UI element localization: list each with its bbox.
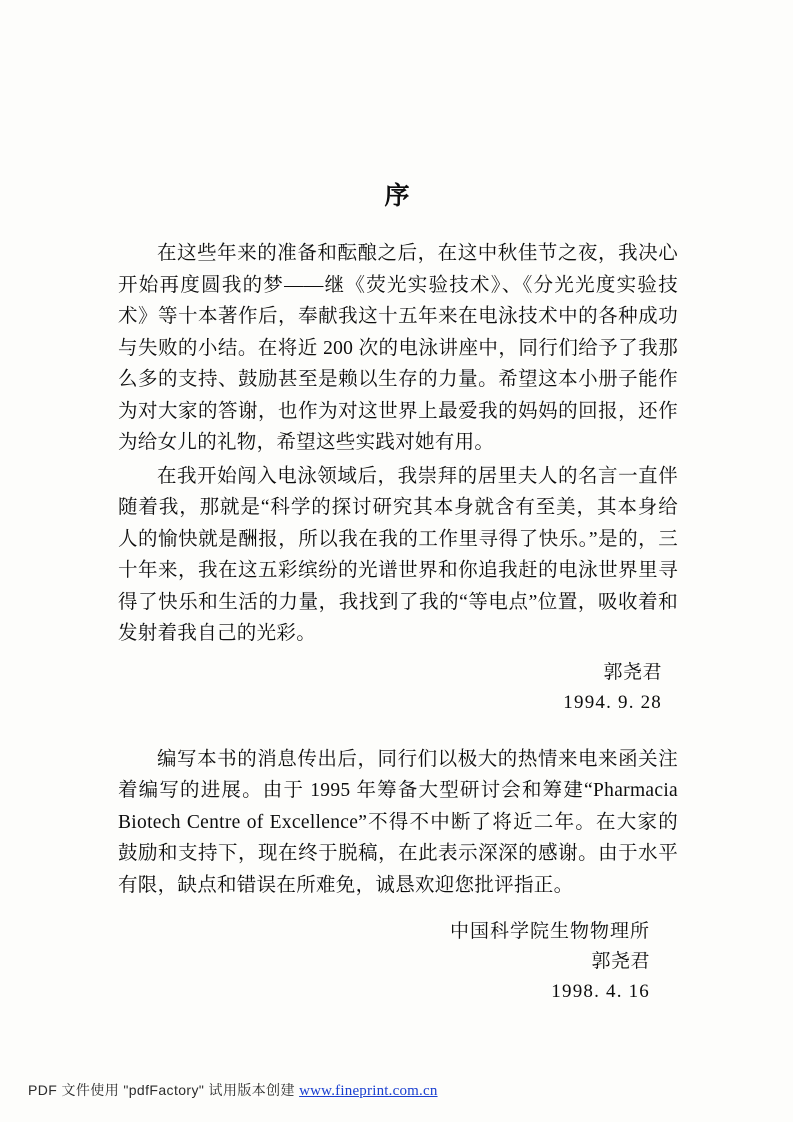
pdf-watermark-footer: [28, 1080, 438, 1100]
signature-name: 郭尧君: [603, 661, 662, 683]
signature-name: 郭尧君: [591, 951, 650, 972]
pdf-watermark-text: PDF 文件使用 "pdfFactory" 试用版本创建: [28, 1082, 295, 1098]
paragraph-2: 在我开始闯入电泳领域后，我崇拜的居里夫人的名言一直伴随着我，那就是“科学的探讨研究其本身就含有至美，其本身给人的愉快就是酬报，所以我在我的工作里寻得了快乐。”是的，三十年来，我在这五彩缤纷的光谱世界和你追我赶的电泳世界里寻得了快乐和生活的力量，我找到了我的“等电点”位置，吸收着和发射着我自己的光彩。: [118, 465, 678, 644]
page-title: 序: [384, 181, 412, 210]
paragraph-1: 在这些年来的准备和酝酿之后，在这中秋佳节之夜，我决心开始再度圆我的梦——继《荧光实验技术》、《分光光度实验技术》等十本著作后，奉献我这十五年来在电泳技术中的各种成功与失败的小结。在将近 200 次的电泳讲座中，同行们给予了我那么多的支持、鼓励甚至是赖以生存的力量。希望这本小册子能作为对大家的答谢，也作为对这世界上最爱我的妈妈的回报，还作为给女儿的礼物，希望这些实践对她有用。: [118, 243, 678, 453]
signature-final: [118, 917, 678, 1007]
paragraph-3: 编写本书的消息传出后，同行们以极大的热情来电来函关注着编写的进展。由于 1995 年筹备大型研讨会和筹建“Pharmacia Biotech Centre of Excellence”不得不中断了将近二年。在大家的鼓励和支持下，现在终于脱稿，在此表示深深的感谢。由于水平有限，缺点和错误在所难免，诚恳欢迎您批评指正。: [118, 748, 678, 896]
signature-date: 1994. 9. 28: [563, 691, 662, 713]
signature-organization: 中国科学院生物物理所: [449, 921, 650, 942]
signature-date: 1998. 4. 16: [551, 981, 650, 1002]
section-gap: [118, 718, 678, 744]
pdf-watermark-link[interactable]: www.fineprint.com.cn: [299, 1083, 438, 1099]
preface-content: [118, 176, 678, 1007]
signature-first: [118, 658, 678, 718]
